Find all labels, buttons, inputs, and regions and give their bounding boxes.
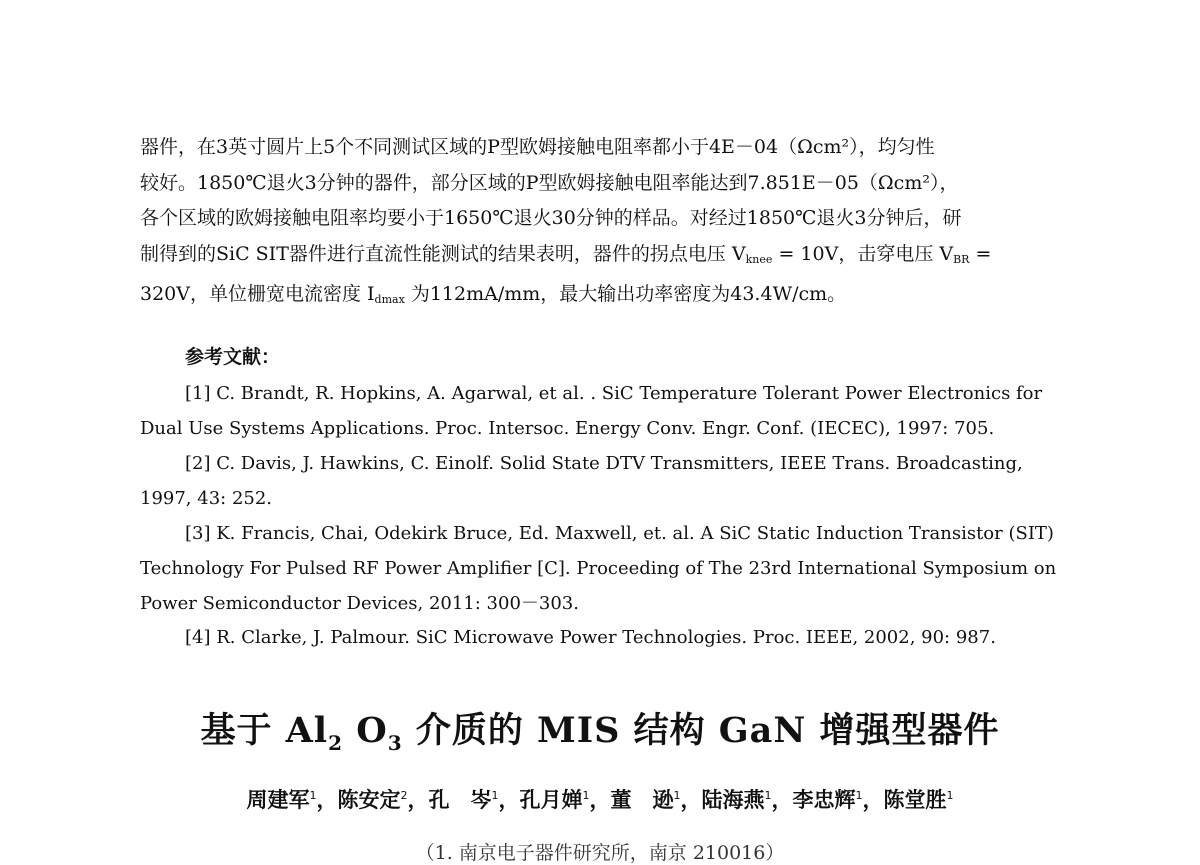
reference-line: Technology For Pulsed RF Power Amplifier [C]. Proceeding of The 23rd International Symposium on — [140, 558, 1057, 579]
text-run: = — [969, 242, 992, 265]
reference-line: [2] C. Davis, J. Hawkins, C. Einolf. Solid State DTV Transmitters, IEEE Trans. Broadcasting, — [185, 453, 1023, 474]
reference-line: [4] R. Clarke, J. Palmour. SiC Microwave Power Technologies. Proc. IEEE, 2002, 90: 987. — [185, 627, 996, 648]
subscript: knee — [745, 252, 773, 266]
reference-line: Dual Use Systems Applications. Proc. Intersoc. Energy Conv. Engr. Conf. (IECEC), 1997: 705. — [140, 418, 995, 439]
author: 孔 岑$^1$， — [428, 788, 520, 812]
reference-line: 1997, 43: 252. — [140, 488, 273, 509]
author — [884, 788, 954, 812]
reference-item — [140, 446, 1060, 516]
title-subscript: 3 — [387, 731, 403, 755]
author-affiliation-mark: 1 — [673, 789, 681, 802]
affiliation-line: （1. 南京电子器件研究所，南京 210016） — [415, 842, 785, 864]
author-name: 孔 岑 — [428, 788, 492, 812]
body-paragraph — [140, 130, 1060, 318]
title-subscript: 2 — [328, 731, 344, 755]
text-run: 制得到的SiC SIT器件进行直流性能测试的结果表明，器件的拐点电压 V — [140, 242, 746, 265]
author-affiliation-mark: 1 — [309, 789, 317, 802]
author-name: 董 逊 — [610, 788, 674, 812]
author-affiliation-mark: 1 — [764, 789, 772, 802]
author-name: 陆海燕 — [701, 788, 765, 812]
text-run: 320V，单位栅宽电流密度 I — [140, 283, 375, 305]
author-affiliation-mark: 1 — [491, 789, 499, 802]
author-name: 周建军 — [246, 788, 310, 812]
subscript: dmax — [374, 293, 405, 306]
paragraph-line — [140, 277, 1060, 318]
paragraph-line — [140, 237, 1060, 278]
author-name: 陈安定 — [337, 788, 401, 812]
reference-line: Power Semiconductor Devices, 2011: 300－303. — [140, 593, 579, 614]
paragraph-line: 较好。1850℃退火3分钟的器件，部分区域的P型欧姆接触电阻率能达到7.851E－05（Ωcm²）， — [140, 171, 959, 194]
author: 陆海燕$^1$， — [701, 788, 793, 812]
author: 周建军$^1$， — [246, 788, 338, 812]
title-run: O — [343, 710, 388, 751]
paragraph-line: 各个区域的欧姆接触电阻率均要小于1650℃退火30分钟的样品。对经过1850℃退火3分钟后，研 — [140, 207, 962, 229]
author: 董 逊$^1$， — [610, 788, 702, 812]
subscript: BR — [953, 252, 970, 266]
author-affiliation-mark: 1 — [946, 789, 954, 802]
author-list — [0, 784, 1200, 814]
article-title — [0, 703, 1200, 755]
author: 李忠辉$^1$， — [792, 788, 884, 812]
author-affiliation-mark: 2 — [400, 789, 408, 802]
title-run: 基于 Al — [200, 710, 329, 751]
author: 孔月婵$^1$， — [519, 788, 611, 812]
reference-item — [140, 620, 1060, 655]
references-heading: 参考文献： — [185, 346, 281, 368]
author-affiliation-mark: 1 — [855, 789, 863, 802]
title-run: 介质的 MIS 结构 GaN 增强型器件 — [402, 710, 1000, 751]
reference-line: [3] K. Francis, Chai, Odekirk Bruce, Ed. Maxwell, et. al. A SiC Static Induction Transistor (SIT) — [185, 523, 1054, 544]
text-run: = 10V，击穿电压 V — [772, 242, 954, 265]
author-name: 李忠辉 — [792, 788, 856, 812]
reference-line: [1] C. Brandt, R. Hopkins, A. Agarwal, et al. . SiC Temperature Tolerant Power Electronics for — [185, 383, 1043, 404]
author-name: 孔月婵 — [519, 788, 583, 812]
author: 陈安定$^2$， — [337, 788, 429, 812]
text-run: 为112mA/mm，最大输出功率密度为43.4W/cm。 — [404, 283, 847, 305]
paragraph-line: 器件，在3英寸圆片上5个不同测试区域的P型欧姆接触电阻率都小于4E－04（Ωcm²），均匀性 — [140, 136, 935, 158]
reference-item — [140, 516, 1060, 621]
reference-item — [140, 376, 1060, 446]
author-affiliation-mark: 1 — [582, 789, 590, 802]
author-name: 陈堂胜 — [883, 788, 947, 812]
